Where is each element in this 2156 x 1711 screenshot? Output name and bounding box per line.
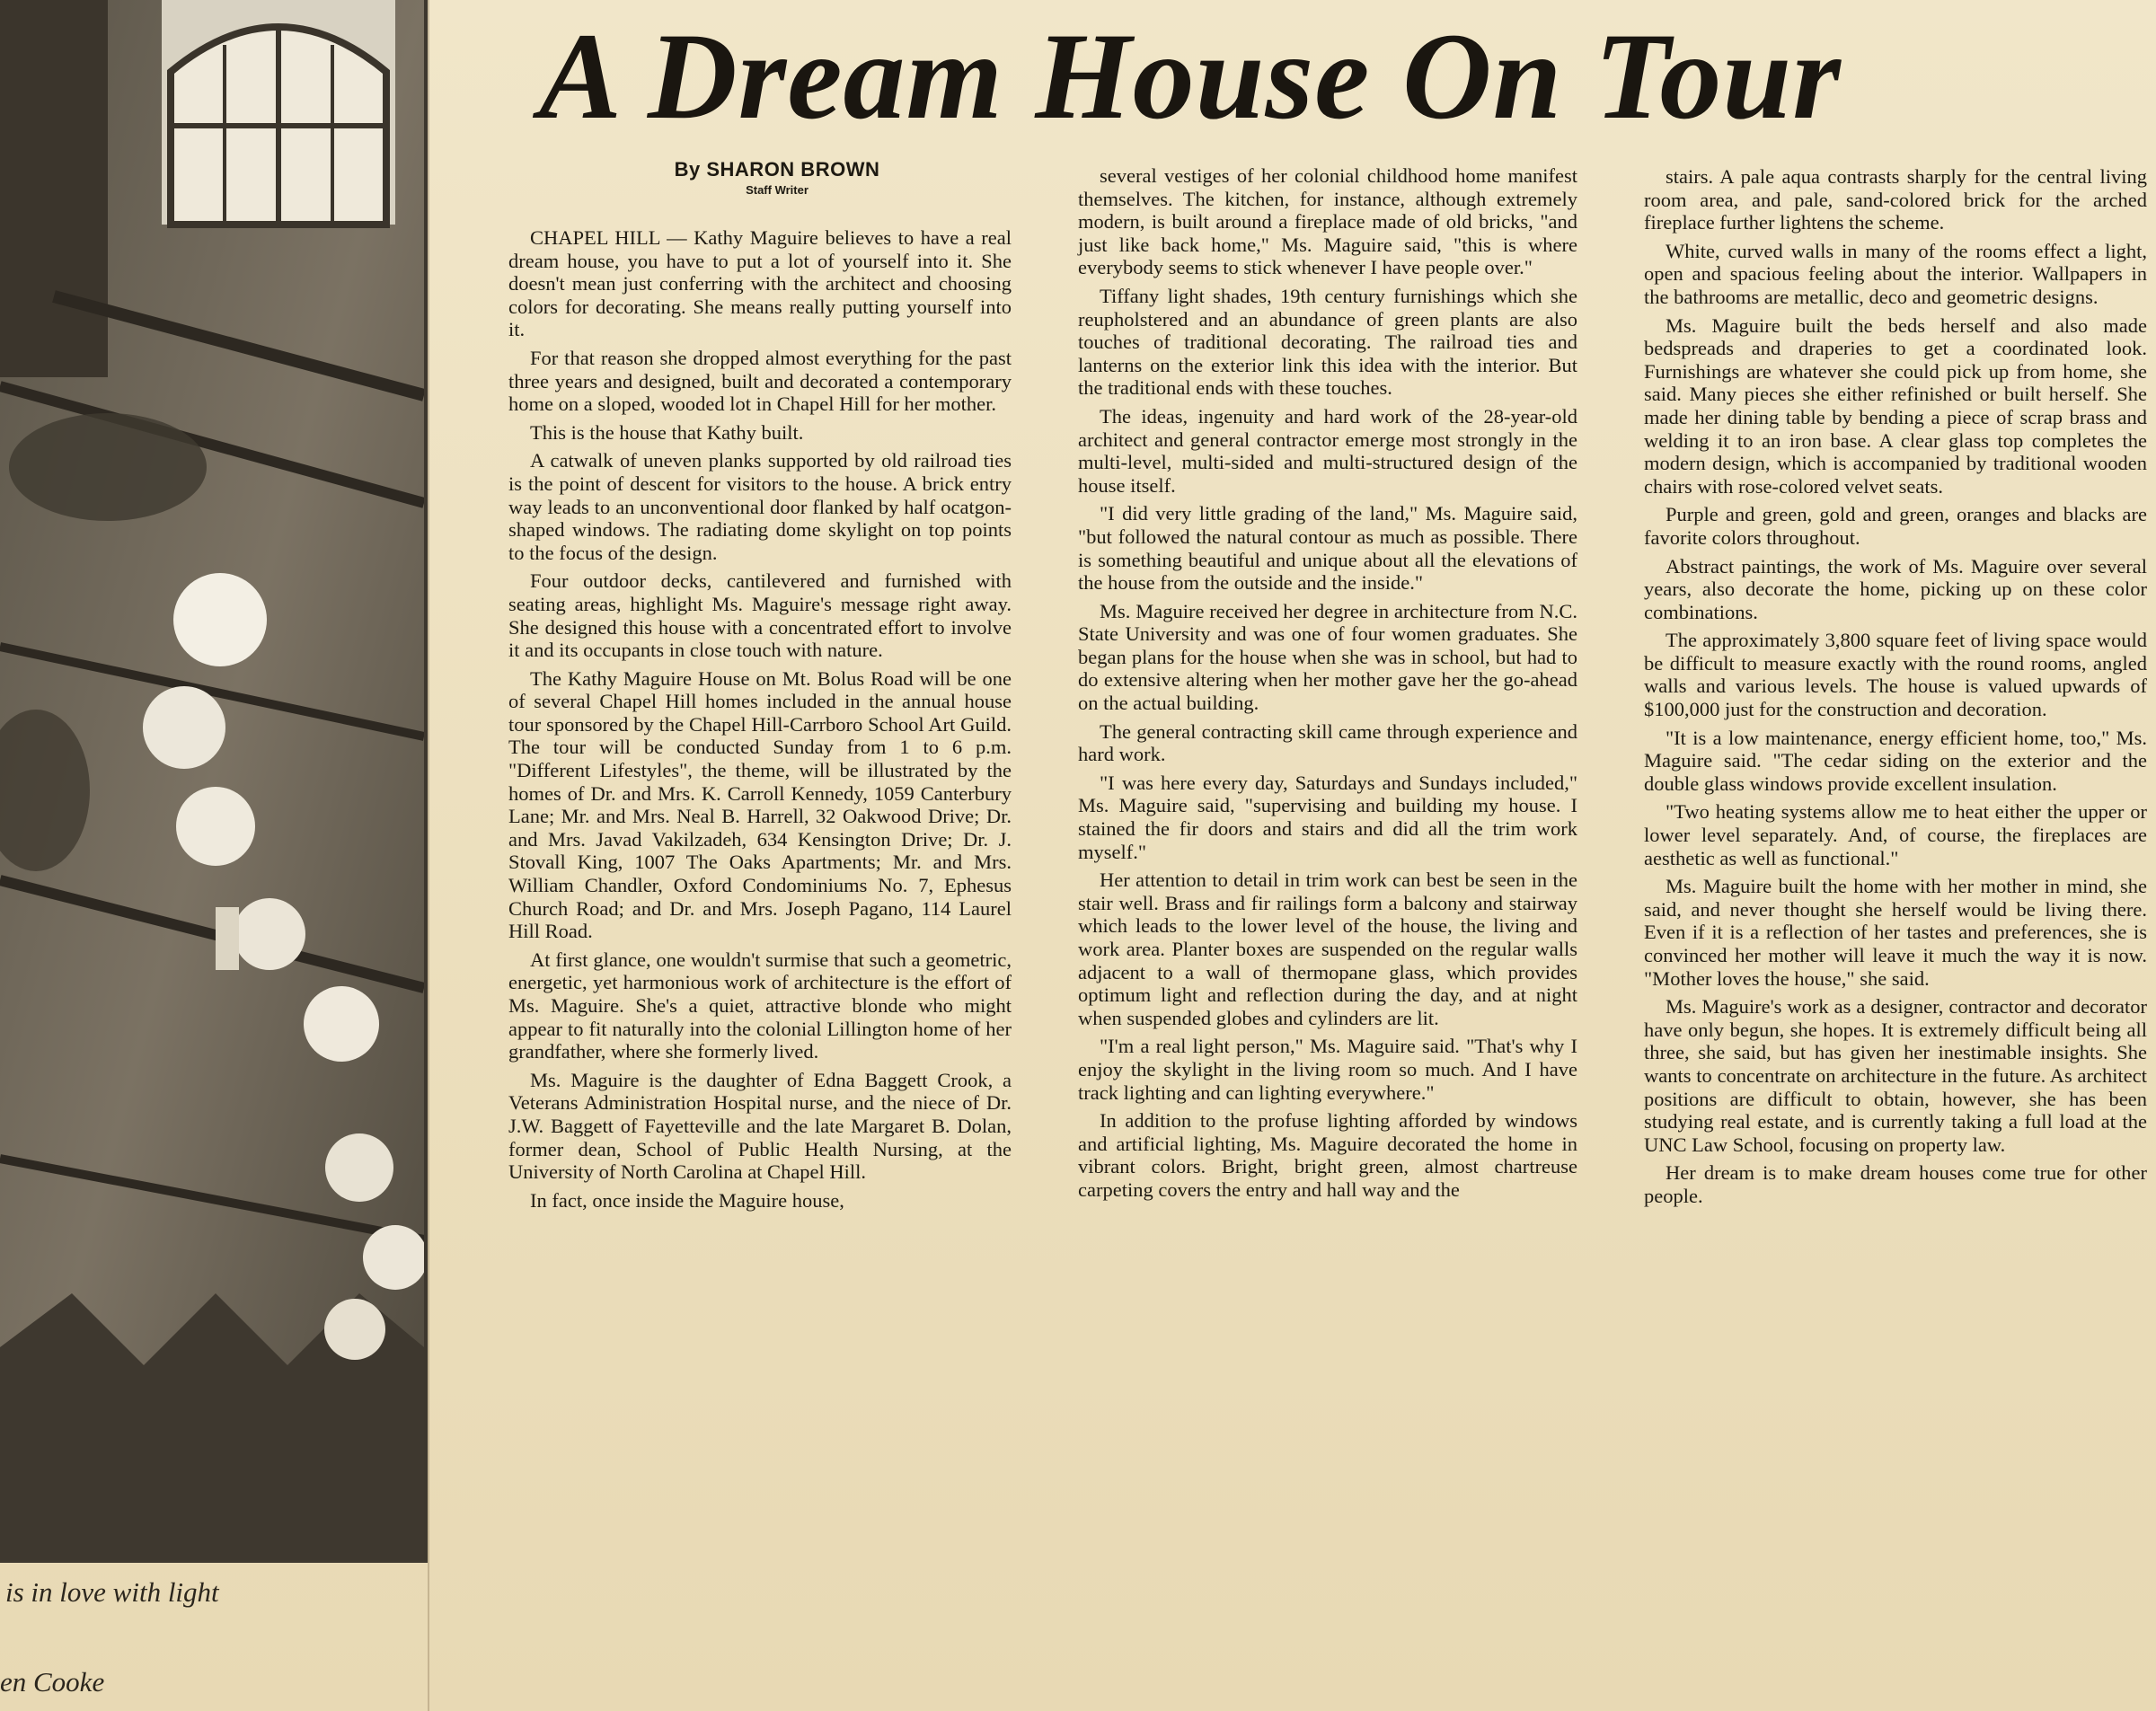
article-paragraph: "I was here every day, Saturdays and Sundays included," Ms. Maguire said, "supervising and building my house. I stained the fir doors and stairs and did all the trim work myself." (1078, 771, 1577, 863)
article-paragraph: Ms. Maguire built the home with her mother in mind, she said, and never thought she herself would be living there. Even if it is a reflection of her tastes and preferences, she is convinced her mother will leave it much the way it is now. "Mother loves the house," she said. (1644, 875, 2147, 990)
article-paragraph: The approximately 3,800 square feet of living space would be difficult to measure exactly with the round rooms, angled walls and various levels. The house is valued upwards of $100,000 just for the construction and decoration. (1644, 629, 2147, 721)
article-paragraph: The Kathy Maguire House on Mt. Bolus Road will be one of several Chapel Hill homes included in the annual house tour sponsored by the Chapel Hill-Carrboro School Art Guild. The tour will be conducted Sunday from 1 to 6 p.m. "Different Lifestyles", the theme, will be illustrated by the homes of Dr. and Mrs. K. Carroll Kennedy, 1059 Canterbury Lane; Mr. and Mrs. Neal B. Harrell, 32 Oakwood Drive; Dr. and Mrs. Javad Vakilzadeh, 634 Kensington Drive; Dr. J. Stovall King, 1007 The Oaks Apartments; Mr. and Mrs. William Chandler, Oxford Condominiums No. 7, Ephesus Church Road; and Dr. and Mrs. Joseph Pagano, 114 Laurel Hill Road. (508, 666, 1012, 943)
article-paragraph: stairs. A pale aqua contrasts sharply for the central living room area, and pale, sand-colored brick for the arched fireplace further lightens the scheme. (1644, 165, 2147, 234)
article-paragraph: several vestiges of her colonial childhood home manifest themselves. The kitchen, for instance, although extremely modern, is built around a fireplace made of old bricks, "and just like back home," Ms. Maguire said, "this is where everybody seems to stick whenever I have people over." (1078, 164, 1577, 279)
article-paragraph: For that reason she dropped almost everything for the past three years and designed, built and decorated a contemporary home on a sloped, wooded lot in Chapel Hill for her mother. (508, 346, 1012, 416)
byline-role: Staff Writer (746, 183, 808, 197)
article-paragraph: "I'm a real light person," Ms. Maguire said. "That's why I enjoy the skylight in the living room so much. And I have track lighting and can lighting everywhere." (1078, 1035, 1577, 1104)
article-paragraph: Four outdoor decks, cantilevered and furnished with seating areas, highlight Ms. Maguire's message right away. She designed this house with a concentrated effort to involve it and its occupants in close touch with nature. (508, 569, 1012, 662)
article-paragraph: The ideas, ingenuity and hard work of the 28-year-old architect and general contractor emerge most strongly in the multi-level, multi-sided and multi-structured design of the house itself. (1078, 404, 1577, 497)
article-paragraph: In addition to the profuse lighting afforded by windows and artificial lighting, Ms. Maguire decorated the home in vibrant colors. Bright, bright green, almost chartreuse carpeting covers the entry and hall way and the (1078, 1109, 1577, 1201)
article-paragraph: Purple and green, gold and green, oranges and blacks are favorite colors throughout. (1644, 503, 2147, 549)
article-paragraph: Ms. Maguire's work as a designer, contractor and decorator have only begun, she hopes. It is extremely difficult being all three, she said, but has given her inestimable insights. She wants to concentrate on architecture in the future. As architect positions are difficult to obtain, however, she has been studying real estate, and is currently taking a full load at the UNC Law School, focusing on property law. (1644, 995, 2147, 1156)
article-paragraph: White, curved walls in many of the rooms effect a light, open and spacious feeling about the interior. Wallpapers in the bathrooms are metallic, deco and geometric designs. (1644, 239, 2147, 308)
article-column-1 (508, 226, 1012, 1217)
article-paragraph: In fact, once inside the Maguire house, (530, 1188, 844, 1212)
article-paragraph: Her dream is to make dream houses come true for other people. (1644, 1161, 2147, 1207)
article-paragraph: Her attention to detail in trim work can best be seen in the stair well. Brass and fir railings form a balcony and stairway which leads to the lower level of the house, the living and work area. Planter boxes are suspended on the regular walls adjacent to a wall of thermopane glass, which provides optimum light and reflection during the day, and at night when suspended globes and cylinders are lit. (1078, 869, 1577, 1029)
article-paragraph: Ms. Maguire is the daughter of Edna Baggett Crook, a Veterans Administration Hospital nurse, and the niece of Dr. J.W. Baggett of Fayetteville and the late Margaret B. Dolan, former dean, School of Public Health Nursing, at the University of North Carolina at Chapel Hill. (508, 1068, 1012, 1184)
photographer-credit: en Cooke (0, 1666, 105, 1698)
house-interior-photo (0, 0, 428, 1563)
article-paragraph: "Two heating systems allow me to heat either the upper or lower level separately. And, of course, the fireplaces are aesthetic as well as functional." (1644, 800, 2147, 869)
article-column-3 (1644, 165, 2147, 1213)
article-paragraph: Abstract paintings, the work of Ms. Maguire over several years, also decorate the home, picking up on these color combinations. (1644, 554, 2147, 623)
article-paragraph: Ms. Maguire received her degree in architecture from N.C. State University and was one of four women graduates. She began plans for the house when she was in school, but had to do extensive altering when her mother gave her the go-ahead on the actual building. (1078, 599, 1577, 715)
byline-author: By SHARON BROWN (674, 158, 880, 181)
article-paragraph: "It is a low maintenance, energy efficient home, too," Ms. Maguire said. "The cedar siding on the exterior and the double glass windows provide excellent insulation. (1644, 726, 2147, 795)
article-paragraph: A catwalk of uneven planks supported by old railroad ties is the point of descent for visitors to the house. A brick entry way leads to an unconventional door flanked by half ocatgon-shaped windows. The radiating dome skylight on top points to the focus of the design. (508, 449, 1012, 564)
article-paragraph: Ms. Maguire built the beds herself and also made bedspreads and draperies to get a coordinated look. Furnishings are whatever she could pick up from home, she said. Many pieces she either refinished or built herself. She made her dining table by bending a piece of scrap brass and welding it to an iron base. A clear glass top completes the modern design, which is accompanied by traditional wooden chairs with rose-colored velvet seats. (1644, 313, 2147, 498)
photo-graphic (0, 0, 424, 1563)
headline: A Dream House On Tour (539, 7, 1842, 145)
article-paragraph: CHAPEL HILL — Kathy Maguire believes to have a real dream house, you have to put a lot of yourself into it. She doesn't mean just conferring with the architect and choosing colors for decorating. She means really putting yourself into it. (508, 226, 1012, 341)
article-column-2 (1078, 164, 1577, 1207)
article-paragraph: This is the house that Kathy built. (530, 420, 804, 444)
article-paragraph: At first glance, one wouldn't surmise that such a geometric, energetic, yet harmonious work of architecture is the effort of Ms. Maguire. She's a quiet, attractive blonde who might appear to fit naturally into the colonial Lillington home of her grandfather, where she formerly lived. (508, 948, 1012, 1063)
page-fold (428, 0, 429, 1711)
article-paragraph: The general contracting skill came through experience and hard work. (1078, 719, 1577, 766)
caption-line-1: is in love with light (5, 1576, 219, 1608)
byline (503, 158, 1051, 197)
article-paragraph: "I did very little grading of the land," Ms. Maguire said, "but followed the natural contour as much as possible. There is something beautiful and unique about all the elevations of the house from the outside and the inside." (1078, 502, 1577, 595)
article-paragraph: Tiffany light shades, 19th century furnishings which she reupholstered and an abundance of green plants are also touches of traditional decorating. The railroad ties and lanterns on the exterior link this idea with the interior. But the traditional ends with these touches. (1078, 284, 1577, 400)
